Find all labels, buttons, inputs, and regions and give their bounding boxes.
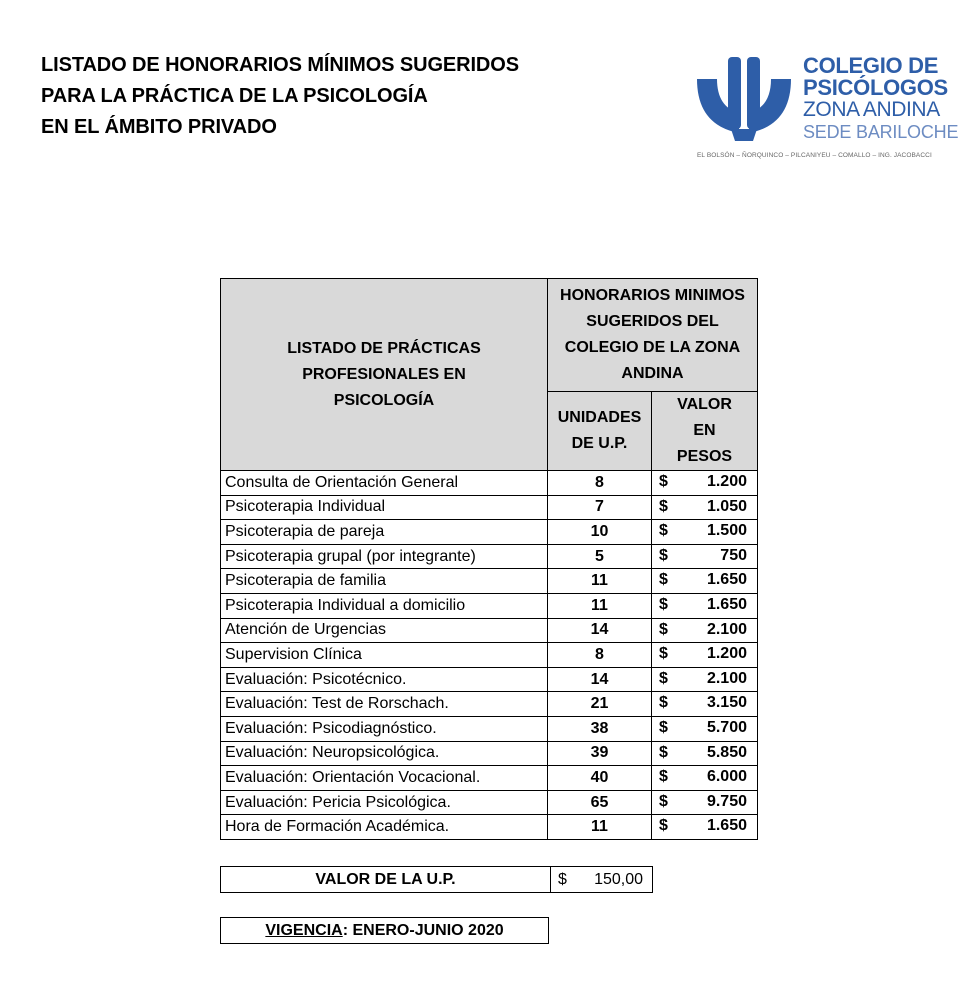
practice-units: 5: [548, 544, 652, 569]
practice-units: 14: [548, 618, 652, 643]
value-amount: 1.050: [706, 497, 747, 515]
practice-name: Evaluación: Orientación Vocacional.: [221, 766, 548, 791]
value-amount: 6.000: [706, 768, 747, 786]
practice-name: Evaluación: Psicodiagnóstico.: [221, 716, 548, 741]
value-amount: 9.750: [706, 792, 747, 810]
value-amount: 5.700: [706, 718, 747, 736]
logo-line-1: COLEGIO DE: [803, 53, 939, 78]
practice-name: Evaluación: Psicotécnico.: [221, 667, 548, 692]
practice-name: Psicoterapia Individual a domicilio: [221, 593, 548, 618]
practice-units: 10: [548, 520, 652, 545]
currency-symbol: $: [659, 571, 668, 589]
logo-line-4: SEDE BARILOCHE: [803, 122, 959, 142]
practice-value: [652, 495, 758, 520]
practice-value: [652, 569, 758, 594]
colegio-logo: [695, 53, 959, 165]
currency-symbol: $: [659, 473, 668, 490]
value-amount: 3.150: [706, 694, 747, 712]
practice-name: Evaluación: Neuropsicológica.: [221, 741, 548, 766]
table-row: [221, 520, 758, 545]
header-units: UNIDADES DE U.P.: [548, 392, 652, 471]
table-row: [221, 692, 758, 717]
value-amount: 2.100: [706, 669, 747, 687]
up-label: VALOR DE LA U.P.: [221, 867, 551, 892]
logo-line-2: PSICÓLOGOS: [803, 75, 948, 100]
currency-symbol: $: [659, 620, 668, 638]
value-amount: 1.500: [706, 522, 747, 540]
value-amount: 1.650: [706, 571, 747, 589]
table-row: [221, 716, 758, 741]
value-amount: 750: [720, 546, 747, 564]
currency-symbol: $: [659, 546, 668, 564]
practice-units: 39: [548, 741, 652, 766]
logo-subline: EL BOLSÓN – ÑORQUINCO – PILCANIYEU – COMALLO – ING. JACOBACCI: [697, 152, 932, 159]
currency-symbol: $: [659, 694, 668, 712]
vigencia-box: [220, 917, 549, 944]
table-row: [221, 667, 758, 692]
practice-units: 40: [548, 766, 652, 791]
currency-symbol: $: [659, 718, 668, 736]
value-amount: 1.200: [706, 473, 747, 490]
table-row: [221, 741, 758, 766]
currency-symbol: $: [659, 669, 668, 687]
table-row: [221, 544, 758, 569]
currency-symbol: $: [659, 817, 668, 835]
practice-value: [652, 766, 758, 791]
vigencia-text: : ENERO-JUNIO 2020: [342, 922, 504, 939]
value-amount: 1.200: [706, 645, 747, 663]
table-row: [221, 495, 758, 520]
up-amount: 150,00: [594, 871, 643, 888]
practice-value: [652, 815, 758, 840]
practice-name: Psicoterapia grupal (por integrante): [221, 544, 548, 569]
value-amount: 5.850: [706, 743, 747, 761]
currency-symbol: $: [659, 522, 668, 540]
title-line-1: LISTADO DE HONORARIOS MÍNIMOS SUGERIDOS: [41, 54, 519, 76]
document-title: [41, 50, 519, 143]
table-row: [221, 815, 758, 840]
up-value-box: [220, 866, 653, 893]
value-amount: 1.650: [706, 817, 747, 835]
table-row: [221, 569, 758, 594]
practice-units: 14: [548, 667, 652, 692]
currency-symbol: $: [659, 768, 668, 786]
practice-units: 8: [548, 471, 652, 496]
currency-symbol: $: [659, 645, 668, 663]
practice-units: 8: [548, 643, 652, 668]
currency-symbol: $: [659, 595, 668, 613]
currency-symbol: $: [659, 743, 668, 761]
practice-units: 11: [548, 593, 652, 618]
currency-symbol: $: [659, 497, 668, 515]
practice-units: 38: [548, 716, 652, 741]
table-row: [221, 643, 758, 668]
practice-name: Atención de Urgencias: [221, 618, 548, 643]
currency-symbol: $: [659, 792, 668, 810]
header-group: HONORARIOS MINIMOS SUGERIDOS DEL COLEGIO DE LA ZONA ANDINA: [548, 279, 758, 392]
practice-units: 65: [548, 790, 652, 815]
vigencia-label: VIGENCIA: [265, 922, 343, 939]
table-row: [221, 471, 758, 496]
logo-line-3: ZONA ANDINA: [803, 98, 940, 121]
practice-value: [652, 593, 758, 618]
practice-value: [652, 520, 758, 545]
practice-value: [652, 643, 758, 668]
header-value: VALOR EN PESOS: [652, 392, 758, 471]
up-currency: $: [558, 871, 567, 888]
practice-units: 11: [548, 569, 652, 594]
practice-value: [652, 544, 758, 569]
practice-value: [652, 618, 758, 643]
table-row: [221, 593, 758, 618]
up-value: [551, 867, 652, 892]
practice-name: Psicoterapia de pareja: [221, 520, 548, 545]
practice-value: [652, 741, 758, 766]
practice-name: Consulta de Orientación General: [221, 471, 548, 496]
table-row: [221, 618, 758, 643]
practice-value: [652, 667, 758, 692]
practice-name: Evaluación: Pericia Psicológica.: [221, 790, 548, 815]
header-practices: LISTADO DE PRÁCTICAS PROFESIONALES EN PSICOLOGÍA: [221, 279, 548, 471]
psi-logo-icon: [695, 55, 795, 147]
practice-value: [652, 692, 758, 717]
value-amount: 2.100: [706, 620, 747, 638]
practice-value: [652, 471, 758, 496]
practice-units: 21: [548, 692, 652, 717]
practice-name: Psicoterapia Individual: [221, 495, 548, 520]
practice-value: [652, 716, 758, 741]
table-row: [221, 766, 758, 791]
practice-name: Hora de Formación Académica.: [221, 815, 548, 840]
table-row: [221, 790, 758, 815]
practice-name: Supervision Clínica: [221, 643, 548, 668]
title-line-3: EN EL ÁMBITO PRIVADO: [41, 116, 277, 138]
fees-table: [220, 278, 758, 840]
title-line-2: PARA LA PRÁCTICA DE LA PSICOLOGÍA: [41, 85, 428, 107]
practice-name: Evaluación: Test de Rorschach.: [221, 692, 548, 717]
value-amount: 1.650: [706, 595, 747, 613]
practice-units: 7: [548, 495, 652, 520]
practice-value: [652, 790, 758, 815]
practice-units: 11: [548, 815, 652, 840]
logo-text: [803, 55, 958, 143]
practice-name: Psicoterapia de familia: [221, 569, 548, 594]
